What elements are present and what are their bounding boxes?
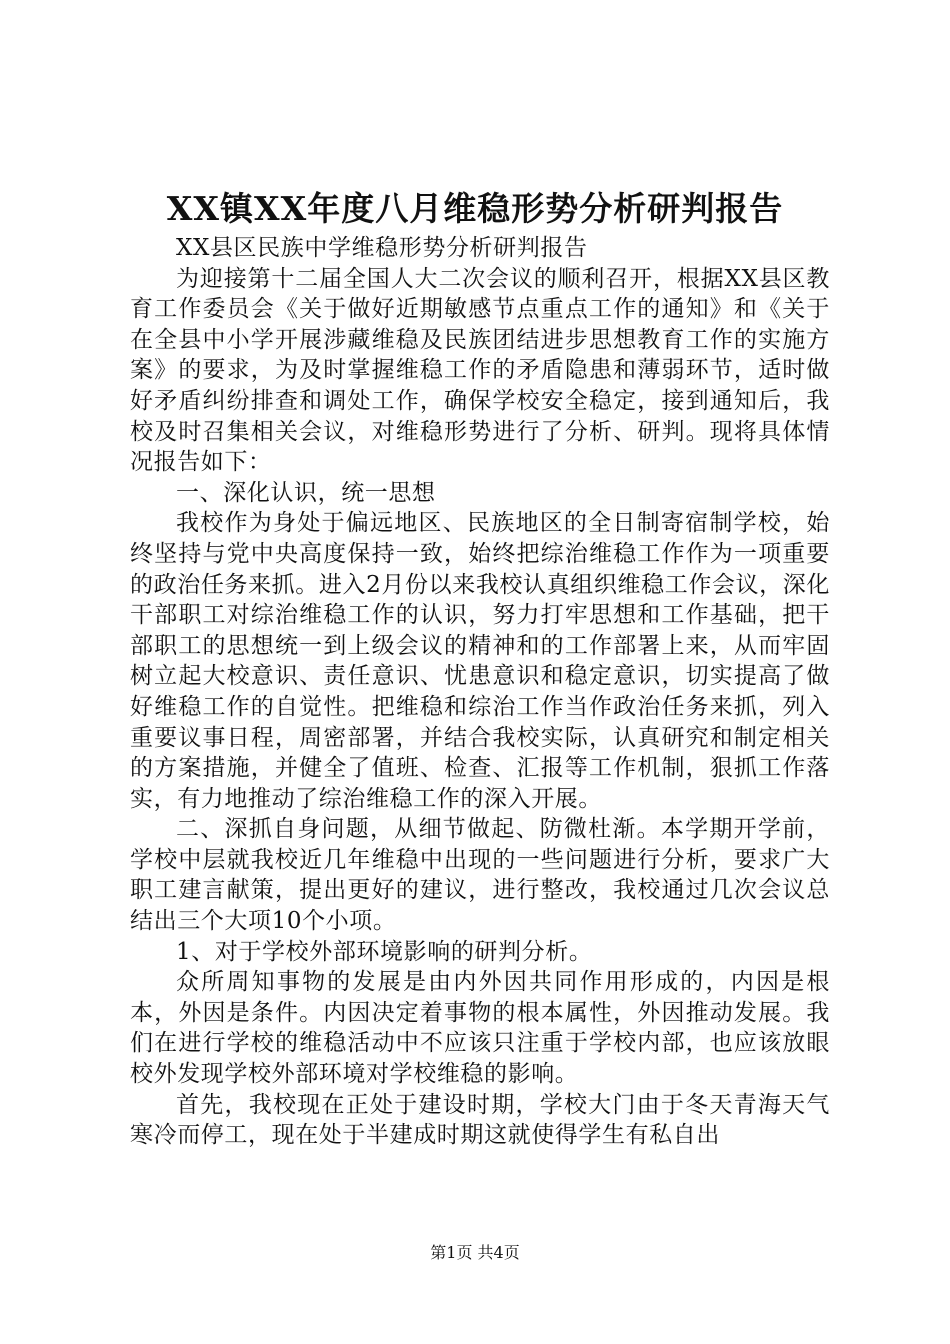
paragraph-intro: 为迎接第十二届全国人大二次会议的顺利召开，根据XX县区教育工作委员会《关于做好近期敏感节点重点工作的通知》和《关于在全县中小学开展涉藏维稳及民族团结进步思想教育工作的实施方案》的要求，为及时掌握维稳工作的矛盾隐患和薄弱环节，适时做好矛盾纠纷排查和调处工作，确保学校安全稳定，接到通知后，我校及时召集相关会议，对维稳形势进行了分析、研判。现将具体情况报告如下： (130, 265, 830, 476)
section-heading-1: 一、深化认识，统一思想 (176, 479, 436, 506)
section-heading-2: 二、深抓自身问题，从细节做起、防微杜渐。本学期开学前，学校中层就我校近几年维稳中出现的一些问题进行分析，要求广大职工建言献策，提出更好的建议，进行整改，我校通过几次会议总结出三个大项10个小项。 (130, 816, 830, 935)
subsection-heading-1: 1、对于学校外部环境影响的研判分析。 (176, 938, 593, 965)
document-body (130, 233, 830, 1151)
paragraph-subtitle: XX县区民族中学维稳形势分析研判报告 (176, 235, 588, 261)
page-number: 第1页 共4页 (430, 1243, 520, 1262)
paragraph-first-point: 首先，我校现在正处于建设时期，学校大门由于冬天青海天气寒冷而停工，现在处于半建成时期这就使得学生有私自出 (130, 1091, 830, 1149)
paragraph-subsection-1: 众所周知事物的发展是由内外因共同作用形成的，内因是根本，外因是条件。内因决定着事物的根本属性，外因推动发展。我们在进行学校的维稳活动中不应该只注重于学校内部，也应该放眼校外发现学校外部环境对学校维稳的影响。 (130, 969, 830, 1088)
paragraph-section-1: 我校作为身处于偏远地区、民族地区的全日制寄宿制学校，始终坚持与党中央高度保持一致，始终把综治维稳工作作为一项重要的政治任务来抓。进入2月份以来我校认真组织维稳工作会议，深化干部职工对综治维稳工作的认识，努力打牢思想和工作基础，把干部职工的思想统一到上级会议的精神和的工作部署上来，从而牢固树立起大校意识、责任意识、忧患意识和稳定意识，切实提高了做好维稳工作的自觉性。把维稳和综治工作当作政治任务来抓，列入重要议事日程，周密部署，并结合我校实际，认真研究和制定相关的方案措施，并健全了值班、检查、汇报等工作机制，狠抓工作落实，有力地推动了综治维稳工作的深入开展。 (130, 510, 830, 812)
document-title: XX镇XX年度八月维稳形势分析研判报告 (166, 189, 784, 228)
